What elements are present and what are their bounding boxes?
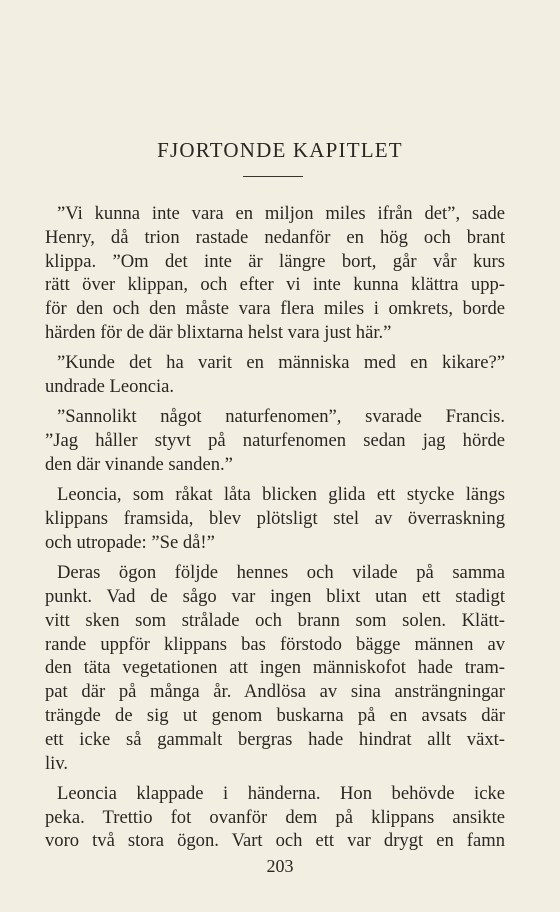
text-line: klippans framsida, blev plötsligt stel av överraskning	[45, 508, 505, 530]
text-line: peka. Trettio fot ovanför dem på klippans ansikte	[45, 806, 505, 828]
paragraph	[45, 405, 505, 476]
text-line: klippa. ”Om det inte är längre bort, går vår kurs	[45, 250, 505, 272]
text-line: den där vinande sanden.”	[45, 453, 233, 475]
text-line: pat där på många år. Andlösa av sina ansträngningar	[45, 681, 505, 703]
body-text	[45, 202, 505, 853]
title-rule	[243, 176, 303, 177]
paragraph	[45, 351, 505, 399]
text-line: ”Kunde det ha varit en människa med en kikare?”	[57, 352, 505, 374]
page-number: 203	[266, 856, 294, 876]
paragraph	[45, 483, 505, 554]
text-line: undrade Leoncia.	[45, 376, 175, 398]
text-line: ”Jag håller styvt på naturfenomen sedan jag hörde	[45, 430, 505, 452]
text-line: trängde de sig ut genom buskarna på en avsats där	[45, 704, 505, 726]
text-line: vitt sken som strålade och brann som solen. Klätt-	[45, 609, 505, 631]
chapter-title: FJORTONDE KAPITLET	[157, 138, 403, 162]
paragraph	[45, 782, 505, 853]
text-line: ”Vi kunna inte vara en miljon miles ifrån det”, sade	[57, 203, 505, 224]
text-line: punkt. Vad de sågo var ingen blixt utan ett stadigt	[45, 585, 505, 607]
text-line: liv.	[45, 752, 69, 774]
text-line: voro två stora ögon. Vart och ett var drygt en famn	[45, 830, 505, 852]
paragraph	[45, 561, 505, 775]
text-line: härden för de där blixtarna helst vara just här.”	[45, 321, 392, 343]
text-line: ”Sannolikt något naturfenomen”, svarade Francis.	[57, 406, 505, 428]
text-line: Leoncia klappade i händerna. Hon behövde icke	[57, 782, 505, 804]
text-line: Leoncia, som råkat låta blicken glida ett stycke längs	[57, 484, 505, 506]
text-line: ett icke så gammalt bergras hade hindrat allt växt-	[45, 728, 505, 750]
text-line: Deras ögon följde hennes och vilade på samma	[57, 562, 505, 584]
text-line: Henry, då trion rastade nedanför en hög och brant	[45, 226, 505, 248]
text-line: och utropade: ”Se då!”	[45, 531, 215, 553]
paragraph	[45, 202, 505, 345]
text-line: rande uppför klippans bas förstodo bägge männen av	[45, 633, 505, 655]
text-line: den täta vegetationen att ingen människofot hade tram-	[45, 657, 505, 679]
text-line: rätt över klippan, och efter vi inte kunna klättra upp-	[45, 274, 505, 296]
text-line: för den och den måste vara flera miles i omkrets, borde	[45, 298, 505, 320]
